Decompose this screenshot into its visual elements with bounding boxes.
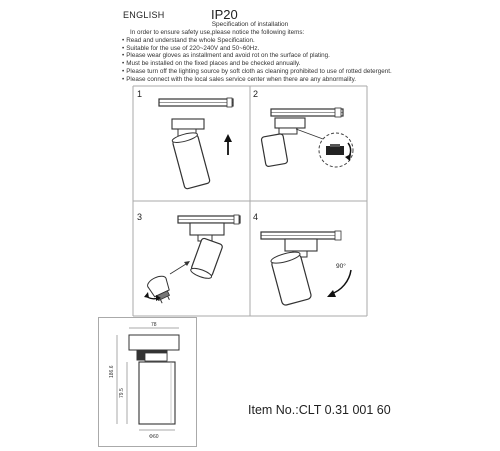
angle-label: 90° [336,263,346,270]
dimension-diameter: Φ60 [149,434,159,440]
step-3-illustration [134,202,249,315]
safety-rule: • Please connect with the local sales service center when there are any abnormality. [122,76,392,84]
safety-rule: • Please wear gloves as installment and avoid rot on the surface of plating. [122,52,392,60]
language-label: ENGLISH [123,10,165,20]
item-number: Item No.:CLT 0.31 001 60 [248,403,391,417]
step-number: 1 [137,89,143,99]
intro-text: In order to ensure safety use,please notice the following items: [130,29,305,36]
ip-rating: IP20 [211,7,238,22]
step-4-illustration [251,202,366,315]
step-2-illustration [251,87,366,200]
dimension-width: 78 [151,322,157,328]
rotate-arrow-icon [331,270,351,294]
step-number: 3 [137,212,143,222]
step-1-illustration [134,87,249,200]
dimension-height-total: 186.6 [109,365,115,378]
safety-rule: • Must be installed on the fixed places and be checked annually. [122,60,392,68]
dimension-height-body: 79.5 [119,388,125,398]
safety-rule: • Please turn off the lighting source by soft cloth as cleaning prohibited to use of rotted detergent. [122,68,392,76]
safety-rule: • Read and understand the whole Specification. [122,37,392,45]
spec-title: Specification of installation [211,21,289,28]
step-number: 4 [253,212,259,222]
dimension-drawing [98,317,197,447]
arrow-up-icon [224,134,232,142]
safety-rule: • Suitable for the use of 220~240V and 50~60Hz. [122,45,392,53]
dimension-illustration [99,318,196,446]
step-number: 2 [253,89,259,99]
